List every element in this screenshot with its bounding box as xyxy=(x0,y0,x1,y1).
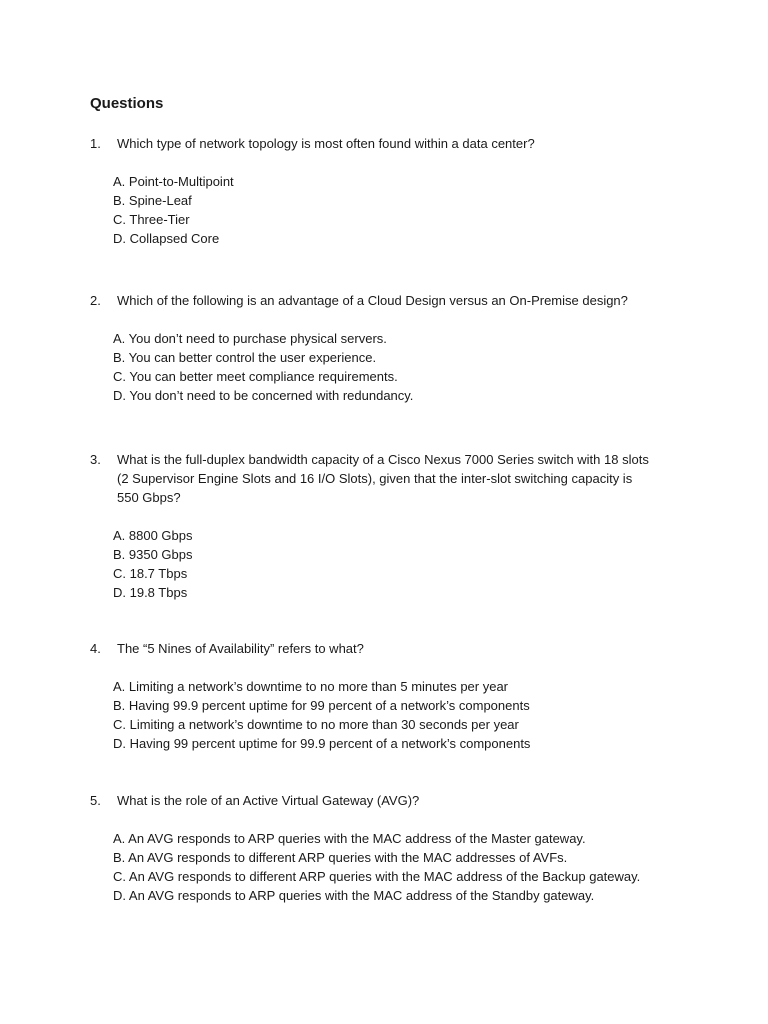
option-b: B. An AVG responds to different ARP queries with the MAC addresses of AVFs. xyxy=(113,850,568,865)
question-5 xyxy=(90,791,690,905)
question-text: The “5 Nines of Availability” refers to what? xyxy=(117,641,364,656)
option-b: B. 9350 Gbps xyxy=(113,547,193,562)
question-text: Which of the following is an advantage of a Cloud Design versus an On-Premise design? xyxy=(117,293,628,308)
option-a: A. 8800 Gbps xyxy=(113,528,193,543)
option-c: C. 18.7 Tbps xyxy=(113,566,188,581)
option-a: A. An AVG responds to ARP queries with the MAC address of the Master gateway. xyxy=(113,831,586,846)
answer-options xyxy=(90,829,690,905)
question-number: 2. xyxy=(90,293,101,308)
question-text: Which type of network topology is most often found within a data center? xyxy=(117,136,535,151)
answer-options xyxy=(90,172,690,248)
option-d: D. You don’t need to be concerned with redundancy. xyxy=(113,388,414,403)
question-number: 1. xyxy=(90,136,101,151)
option-d: D. Collapsed Core xyxy=(113,231,220,246)
question-number: 4. xyxy=(90,641,101,656)
question-3 xyxy=(90,450,690,602)
option-c: C. Three-Tier xyxy=(113,212,190,227)
option-c: C. An AVG responds to different ARP queries with the MAC address of the Backup gateway. xyxy=(113,869,641,884)
answer-options xyxy=(90,526,690,602)
question-2 xyxy=(90,291,690,405)
option-d: D. 19.8 Tbps xyxy=(113,585,188,600)
page-heading: Questions xyxy=(90,95,164,112)
option-b: B. Spine-Leaf xyxy=(113,193,192,208)
answer-options xyxy=(90,329,690,405)
question-4 xyxy=(90,639,690,753)
option-d: D. An AVG responds to ARP queries with the MAC address of the Standby gateway. xyxy=(113,888,595,903)
option-b: B. Having 99.9 percent uptime for 99 percent of a network’s components xyxy=(113,698,530,713)
option-b: B. You can better control the user experience. xyxy=(113,350,377,365)
option-a: A. Point-to-Multipoint xyxy=(113,174,234,189)
question-text: What is the full-duplex bandwidth capacity of a Cisco Nexus 7000 Series switch with 18 slots (2 Supervisor Engine Slots and 16 I/O Slots), given that the inter-slot switching capacity is 550 Gbps? xyxy=(117,452,649,505)
answer-options xyxy=(90,677,690,753)
option-d: D. Having 99 percent uptime for 99.9 percent of a network’s components xyxy=(113,736,531,751)
question-number: 3. xyxy=(90,452,101,467)
option-c: C. Limiting a network’s downtime to no more than 30 seconds per year xyxy=(113,717,519,732)
option-a: A. Limiting a network’s downtime to no more than 5 minutes per year xyxy=(113,679,509,694)
option-a: A. You don’t need to purchase physical servers. xyxy=(113,331,387,346)
option-c: C. You can better meet compliance requirements. xyxy=(113,369,398,384)
question-1 xyxy=(90,134,690,248)
question-text: What is the role of an Active Virtual Gateway (AVG)? xyxy=(117,793,420,808)
question-number: 5. xyxy=(90,793,101,808)
